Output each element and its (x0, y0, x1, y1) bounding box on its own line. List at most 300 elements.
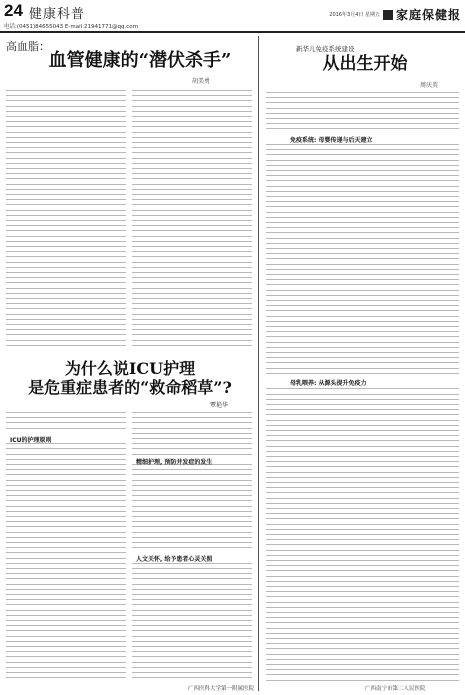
text-line (6, 334, 126, 335)
text-line (132, 298, 252, 299)
text-line (6, 184, 126, 185)
text-line (266, 607, 459, 608)
text-line (6, 636, 126, 637)
text-line (266, 555, 459, 556)
text-line (132, 220, 252, 221)
text-line (6, 95, 126, 96)
article2-subhead-3: 人文关怀, 给予患者心灵关照 (136, 556, 213, 563)
text-line (132, 672, 252, 673)
text-line (6, 532, 126, 533)
text-line (132, 282, 252, 283)
text-line (132, 308, 252, 309)
text-line (266, 243, 459, 244)
text-line (266, 638, 459, 639)
text-line (266, 160, 459, 161)
text-line (266, 227, 459, 228)
issue-date: 2016年3月4日 星期五 (329, 12, 380, 18)
text-line (6, 511, 126, 512)
text-line (266, 472, 459, 473)
text-line (6, 251, 126, 252)
text-line (6, 142, 126, 143)
text-line (6, 225, 126, 226)
text-line (266, 560, 459, 561)
text-line (132, 599, 252, 600)
text-line (266, 149, 459, 150)
text-line (266, 404, 459, 405)
text-line (6, 428, 126, 429)
text-line (132, 230, 252, 231)
text-line (132, 319, 252, 320)
text-line (266, 596, 459, 597)
text-line (132, 490, 252, 491)
masthead-square-icon (383, 10, 393, 20)
text-line (266, 466, 459, 467)
text-line (266, 258, 459, 259)
text-line (266, 482, 459, 483)
text-line (6, 204, 126, 205)
text-line (6, 563, 126, 564)
text-line (266, 274, 459, 275)
text-line (6, 526, 126, 527)
text-line (6, 147, 126, 148)
text-line (266, 654, 459, 655)
text-line (132, 184, 252, 185)
text-line (266, 118, 459, 119)
text-line (6, 345, 126, 346)
masthead (329, 6, 461, 23)
text-line (132, 111, 252, 112)
text-line (6, 630, 126, 631)
article2-byline: 覃艳华 (210, 402, 229, 409)
text-line (266, 409, 459, 410)
text-line (6, 293, 126, 294)
text-line (132, 495, 252, 496)
text-line (266, 201, 459, 202)
text-line (266, 154, 459, 155)
text-line (132, 236, 252, 237)
article1-kicker: 高血脂： (6, 40, 50, 53)
text-line (6, 542, 126, 543)
text-line (132, 256, 252, 257)
text-line (266, 664, 459, 665)
text-line (6, 303, 126, 304)
section-title: 健康科普 (29, 7, 86, 22)
text-line (132, 272, 252, 273)
article1-byline: 胡美勇 (192, 78, 211, 85)
text-line (132, 532, 252, 533)
text-line (6, 641, 126, 642)
text-line (266, 305, 459, 306)
text-line (132, 511, 252, 512)
text-line (6, 610, 126, 611)
text-line (6, 158, 126, 159)
text-line (266, 295, 459, 296)
text-line (6, 230, 126, 231)
text-line (6, 412, 126, 413)
text-line (132, 168, 252, 169)
text-line (6, 656, 126, 657)
text-line (6, 537, 126, 538)
text-line (266, 612, 459, 613)
text-line (132, 433, 252, 434)
text-line (132, 189, 252, 190)
text-line (132, 469, 252, 470)
text-line (132, 121, 252, 122)
text-line (6, 506, 126, 507)
text-line (6, 116, 126, 117)
text-line (6, 267, 126, 268)
page-number: 24 (4, 1, 23, 20)
text-line (132, 651, 252, 652)
text-line (6, 152, 126, 153)
text-line (266, 456, 459, 457)
text-line (6, 111, 126, 112)
text-line (132, 480, 252, 481)
text-line (132, 428, 252, 429)
text-line (266, 518, 459, 519)
text-line (132, 329, 252, 330)
text-line (6, 469, 126, 470)
article3-subhead-2: 母乳喂养: 从源头提升免疫力 (290, 380, 367, 387)
article3-credit: 广西南宁市第二人民医院 (365, 686, 426, 692)
article2-title-line1: 为什么说ICU护理 (64, 359, 196, 378)
text-line (266, 633, 459, 634)
text-line (6, 490, 126, 491)
text-line (266, 290, 459, 291)
text-line (266, 253, 459, 254)
text-line (6, 210, 126, 211)
text-line (266, 524, 459, 525)
text-line (266, 264, 459, 265)
text-line (266, 212, 459, 213)
text-line (132, 485, 252, 486)
text-line (6, 651, 126, 652)
text-line (132, 615, 252, 616)
text-line (6, 194, 126, 195)
text-line (132, 662, 252, 663)
text-line (266, 108, 459, 109)
text-line (132, 500, 252, 501)
text-line (132, 267, 252, 268)
article3-byline: 周庆英 (420, 82, 439, 89)
text-line (6, 620, 126, 621)
text-line (132, 610, 252, 611)
text-line (132, 173, 252, 174)
text-line (266, 669, 459, 670)
text-line (132, 474, 252, 475)
text-line (266, 425, 459, 426)
text-line (266, 165, 459, 166)
text-line (266, 170, 459, 171)
text-line (132, 417, 252, 418)
text-line (266, 123, 459, 124)
text-line (266, 97, 459, 98)
header-divider (0, 31, 465, 33)
text-line (266, 336, 459, 337)
text-line (132, 132, 252, 133)
text-line (266, 238, 459, 239)
text-line (132, 516, 252, 517)
text-line (6, 417, 126, 418)
text-line (6, 578, 126, 579)
text-line (6, 106, 126, 107)
text-line (266, 180, 459, 181)
text-line (6, 246, 126, 247)
text-line (266, 492, 459, 493)
text-line (6, 100, 126, 101)
text-line (266, 206, 459, 207)
text-line (132, 100, 252, 101)
text-line (6, 474, 126, 475)
text-line (6, 422, 126, 423)
paper-name: 家庭保健报 (395, 8, 461, 22)
text-line (6, 272, 126, 273)
text-line (132, 324, 252, 325)
text-line (6, 495, 126, 496)
text-line (6, 646, 126, 647)
text-line (132, 251, 252, 252)
text-line (266, 565, 459, 566)
text-line (6, 256, 126, 257)
text-line (266, 342, 459, 343)
text-line (6, 480, 126, 481)
text-line (266, 534, 459, 535)
text-line (6, 173, 126, 174)
contact-info: 电话:(0451)84655043 E-mail:21941771@qq.com (4, 24, 138, 30)
text-line (132, 537, 252, 538)
text-line (266, 399, 459, 400)
text-line (132, 262, 252, 263)
text-line (266, 279, 459, 280)
text-line (132, 620, 252, 621)
text-line (6, 215, 126, 216)
text-line (266, 508, 459, 509)
text-line (266, 144, 459, 145)
text-line (132, 448, 252, 449)
article2-subhead-1: ICU的护理原则 (10, 437, 52, 444)
text-line (132, 334, 252, 335)
text-line (266, 622, 459, 623)
text-line (266, 420, 459, 421)
text-line (132, 163, 252, 164)
article1-title: 血管健康的“潜伏杀手” (48, 50, 232, 71)
text-line (266, 113, 459, 114)
text-line (6, 168, 126, 169)
text-line (266, 321, 459, 322)
text-line (132, 293, 252, 294)
text-line (266, 92, 459, 93)
text-line (132, 210, 252, 211)
text-line (132, 604, 252, 605)
text-line (132, 314, 252, 315)
text-line (132, 573, 252, 574)
text-line (266, 550, 459, 551)
text-line (266, 503, 459, 504)
text-line (266, 446, 459, 447)
text-line (266, 586, 459, 587)
text-line (6, 667, 126, 668)
text-line (266, 196, 459, 197)
text-line (266, 487, 459, 488)
text-line (132, 656, 252, 657)
text-line (266, 648, 459, 649)
text-line (6, 298, 126, 299)
text-line (266, 591, 459, 592)
text-line (266, 440, 459, 441)
text-line (266, 316, 459, 317)
text-line (266, 186, 459, 187)
text-line (132, 158, 252, 159)
text-line (266, 326, 459, 327)
text-line (266, 388, 459, 389)
text-line (132, 277, 252, 278)
text-line (266, 352, 459, 353)
text-line (266, 102, 459, 103)
text-line (6, 132, 126, 133)
text-line (266, 300, 459, 301)
text-line (6, 262, 126, 263)
text-line (6, 329, 126, 330)
text-line (132, 241, 252, 242)
text-line (132, 340, 252, 341)
text-line (132, 246, 252, 247)
text-line (132, 126, 252, 127)
text-line (6, 277, 126, 278)
text-line (132, 152, 252, 153)
text-line (6, 615, 126, 616)
text-line (132, 215, 252, 216)
text-line (266, 498, 459, 499)
text-line (132, 199, 252, 200)
text-line (132, 646, 252, 647)
text-line (132, 422, 252, 423)
text-line (266, 232, 459, 233)
text-line (266, 477, 459, 478)
text-line (266, 373, 459, 374)
text-line (6, 500, 126, 501)
text-line (266, 191, 459, 192)
text-line (132, 443, 252, 444)
text-line (6, 308, 126, 309)
text-line (266, 659, 459, 660)
text-line (132, 116, 252, 117)
text-line (266, 602, 459, 603)
text-line (266, 347, 459, 348)
text-line (266, 430, 459, 431)
text-line (266, 643, 459, 644)
text-line (132, 288, 252, 289)
text-line (6, 220, 126, 221)
text-line (266, 513, 459, 514)
text-line (132, 225, 252, 226)
article2-title-line2: 是危重症患者的“救命稻草”? (28, 378, 232, 397)
text-line (6, 121, 126, 122)
text-line (6, 604, 126, 605)
text-line (6, 464, 126, 465)
text-line (266, 680, 459, 681)
text-line (6, 448, 126, 449)
text-line (266, 331, 459, 332)
text-line (132, 147, 252, 148)
text-line (266, 570, 459, 571)
text-line (132, 204, 252, 205)
text-line (6, 178, 126, 179)
text-line (266, 576, 459, 577)
article2-credit: 广西医科大学第一附属医院 (188, 686, 255, 692)
text-line (6, 547, 126, 548)
text-line (132, 438, 252, 439)
text-line (266, 581, 459, 582)
text-line (6, 521, 126, 522)
text-line (266, 175, 459, 176)
text-line (132, 667, 252, 668)
text-line (6, 199, 126, 200)
text-line (6, 324, 126, 325)
text-line (266, 628, 459, 629)
text-line (6, 282, 126, 283)
text-line (266, 368, 459, 369)
text-line (266, 529, 459, 530)
text-line (6, 584, 126, 585)
text-line (132, 506, 252, 507)
text-line (266, 617, 459, 618)
column-divider (258, 36, 259, 691)
text-line (132, 568, 252, 569)
text-line (132, 589, 252, 590)
text-line (132, 584, 252, 585)
text-line (6, 189, 126, 190)
text-line (266, 539, 459, 540)
text-line (132, 578, 252, 579)
text-line (266, 217, 459, 218)
text-line (6, 319, 126, 320)
text-line (266, 544, 459, 545)
text-line (6, 594, 126, 595)
text-line (266, 128, 459, 129)
article2-subhead-2: 精细护理, 预防并发症的发生 (136, 459, 213, 466)
text-line (266, 310, 459, 311)
text-line (132, 547, 252, 548)
text-line (6, 314, 126, 315)
text-line (6, 558, 126, 559)
text-line (6, 288, 126, 289)
text-line (132, 95, 252, 96)
text-line (6, 241, 126, 242)
text-line (266, 451, 459, 452)
text-line (266, 461, 459, 462)
text-line (132, 303, 252, 304)
text-line (132, 412, 252, 413)
text-line (266, 674, 459, 675)
text-line (132, 542, 252, 543)
text-line (6, 573, 126, 574)
text-line (6, 599, 126, 600)
text-line (266, 248, 459, 249)
article3-subhead-1: 免疫系统: 母婴传递与后天建立 (290, 137, 373, 144)
text-line (132, 142, 252, 143)
text-line (6, 516, 126, 517)
text-line (132, 194, 252, 195)
text-line (6, 340, 126, 341)
text-line (6, 568, 126, 569)
text-line (6, 625, 126, 626)
text-line (266, 222, 459, 223)
text-line (6, 485, 126, 486)
text-line (266, 435, 459, 436)
text-line (6, 589, 126, 590)
text-line (6, 552, 126, 553)
text-line (6, 459, 126, 460)
